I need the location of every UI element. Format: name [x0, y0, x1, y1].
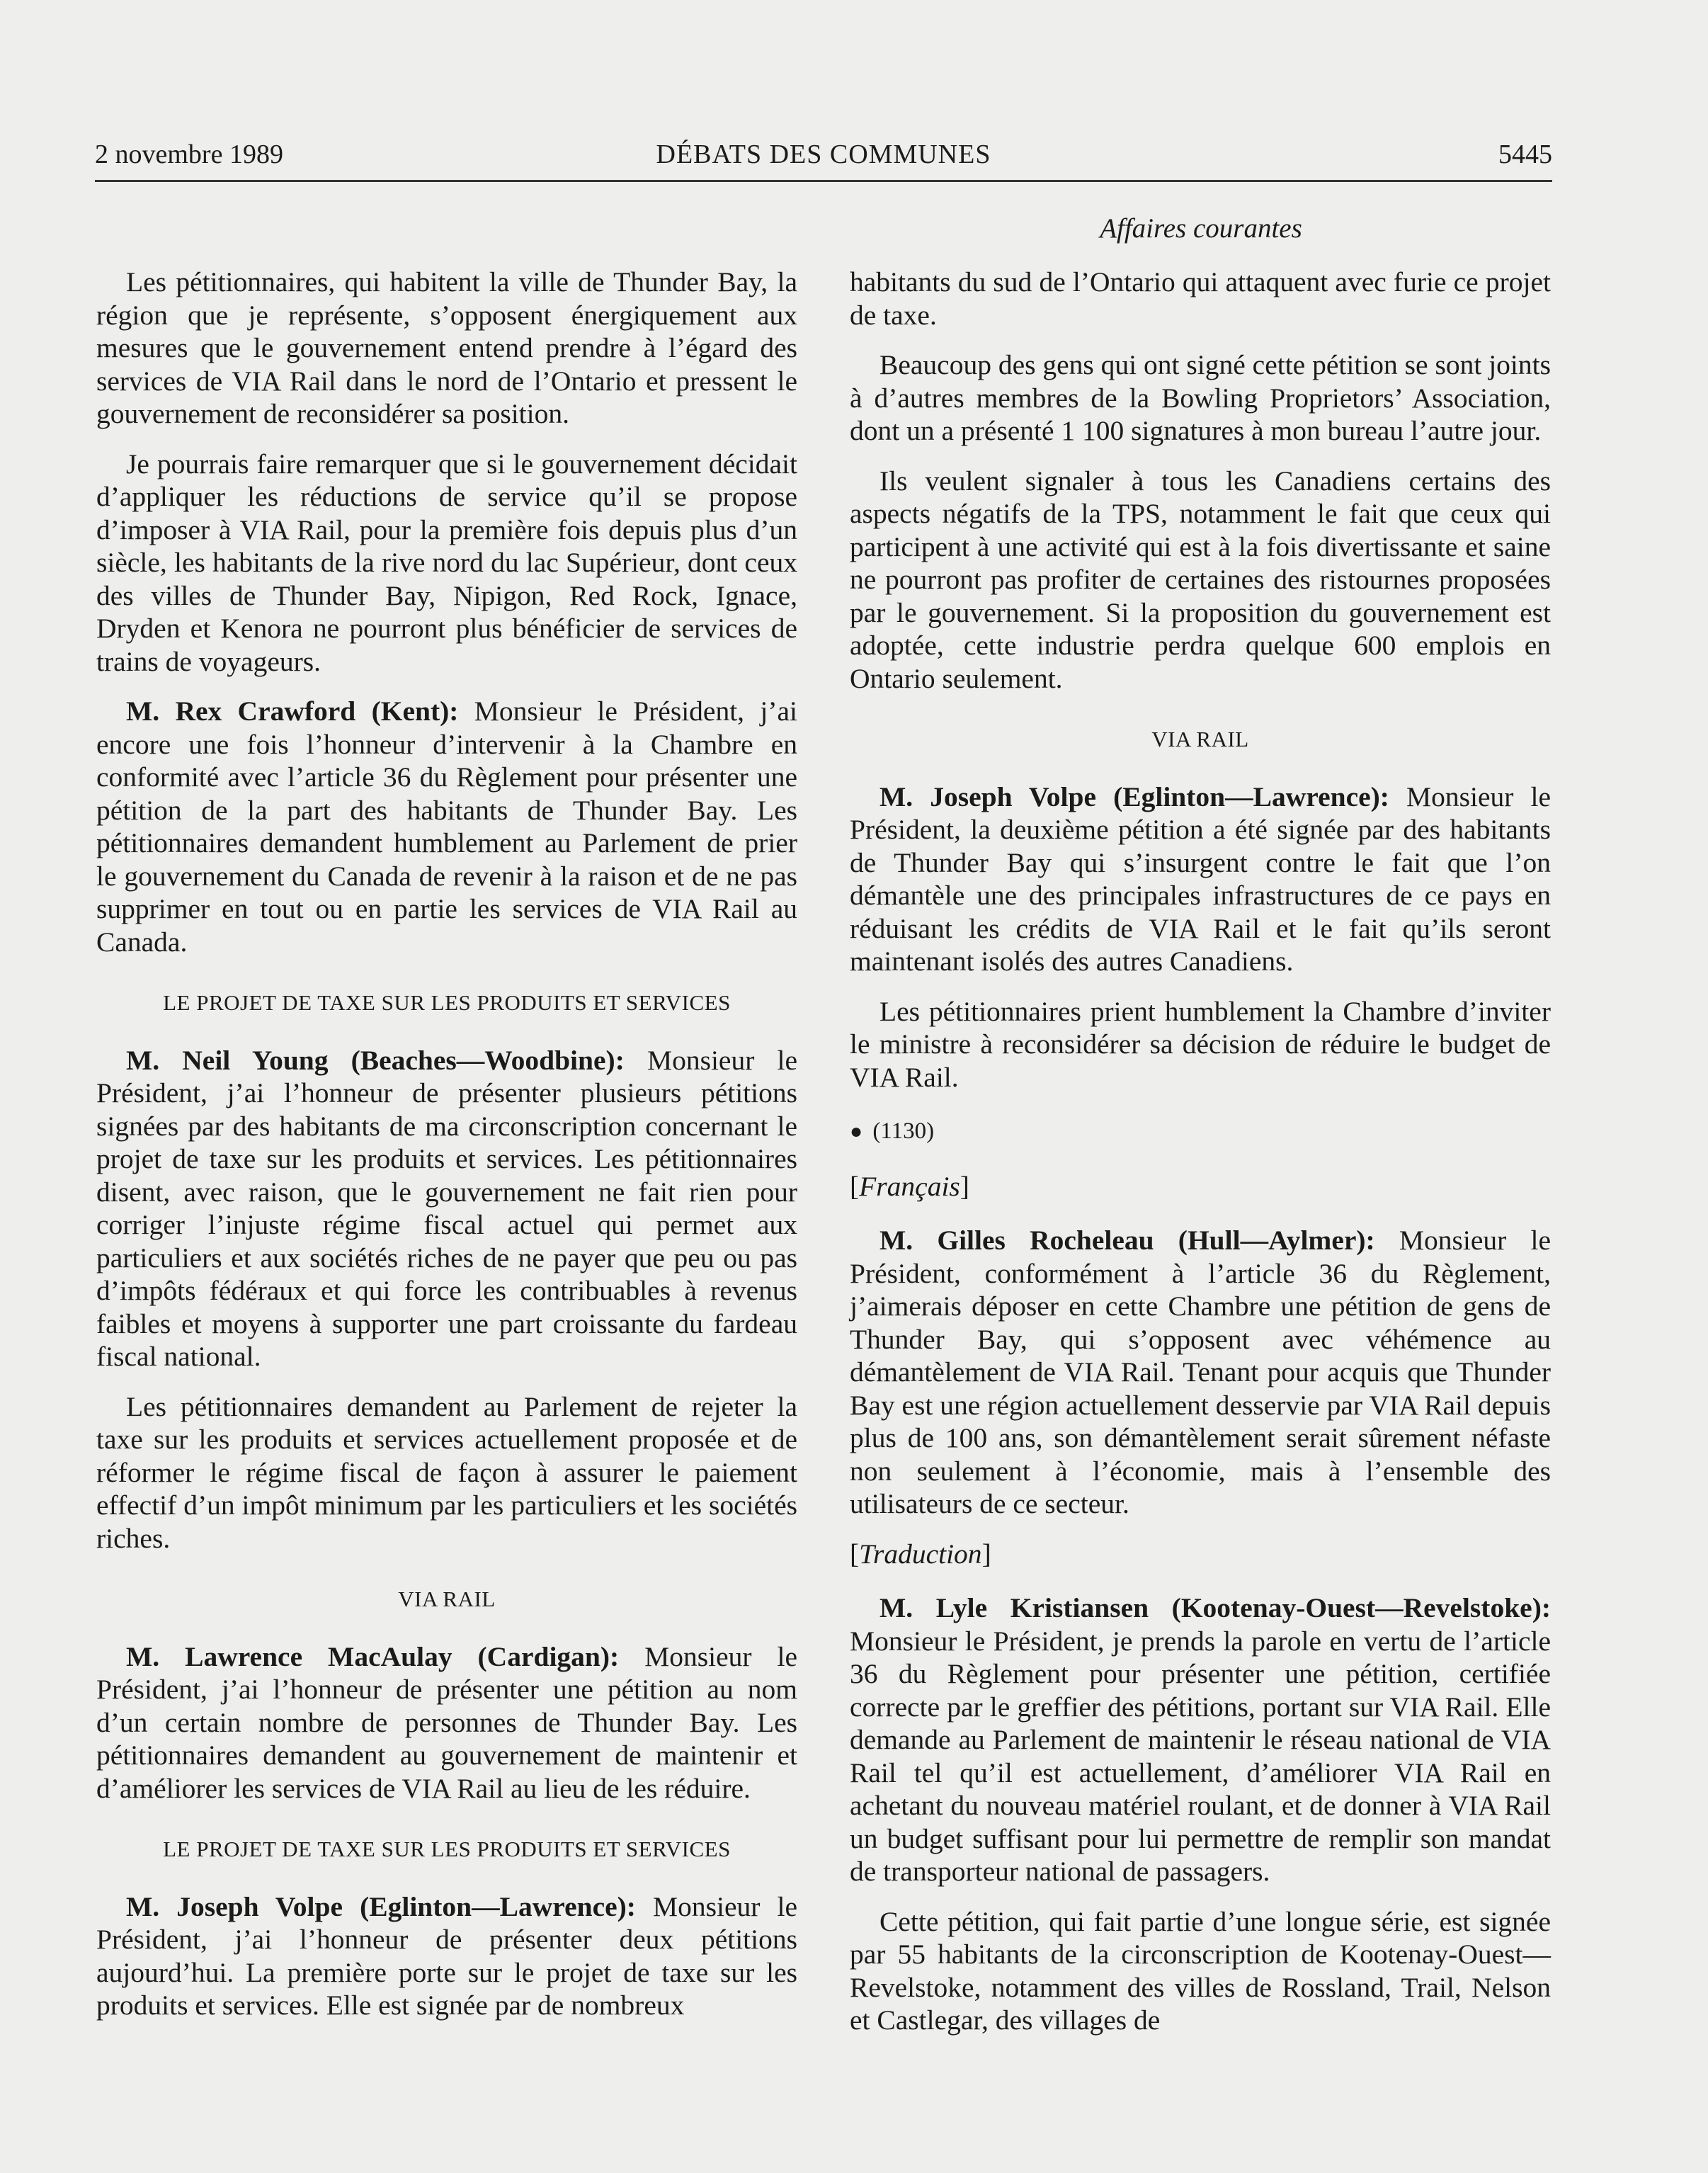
bullet-icon: ●: [850, 1120, 863, 1143]
subheading: LE PROJET DE TAXE SUR LES PRODUITS ET SERVICES: [163, 990, 731, 1015]
speaker-name: M. Lyle Kristiansen (Kootenay-Ouest—Revelstoke):: [879, 1592, 1551, 1623]
subheading: LE PROJET DE TAXE SUR LES PRODUITS ET SERVICES: [163, 1837, 731, 1861]
paragraph: Les pétitionnaires demandent au Parlement de rejeter la taxe sur les produits et services actuellement proposée et de réformer le régime fiscal de façon à assurer le paiement effectif d’un impôt minimum par les particuliers et les sociétés riches.: [96, 1390, 797, 1554]
speech-text: Monsieur le Président, j’ai l’honneur de présenter une pétition au nom d’un certain nombre de personnes de Thunder Bay. Les pétitionnaires demandent au gouvernement de maintenir et d’améliorer les services de VIA Rail au lieu de les réduire.: [96, 1640, 797, 1804]
speech-text: Monsieur le Président, conformément à l’article 36 du Règlement, j’aimerais déposer en cette Chambre une pétition de gens de Thunder Bay, qui s’opposent avec véhémence au démantèlement de VIA Rail. Tenant pour acquis que Thunder Bay est une région actuellement desservie par VIA Rail depuis plus de 100 ans, son démantèlement serait sûrement néfaste non seulement à l’économie, mais à l’ensemble des utilisateurs de ce secteur.: [850, 1225, 1551, 1519]
speaker-name: M. Lawrence MacAulay (Cardigan):: [126, 1640, 620, 1672]
speech-paragraph: [850, 781, 1551, 978]
time-marker: [850, 1115, 1551, 1149]
header-title: DÉBATS DES COMMUNES: [656, 140, 991, 169]
language-label: Traduction: [859, 1538, 982, 1570]
speaker-name: M. Joseph Volpe (Eglinton—Lawrence):: [879, 781, 1389, 812]
speech-text: Monsieur le Président, j’ai l’honneur de présenter deux pétitions aujourd’hui. La première porte sur le projet de taxe sur les produits et services. Elle est signée par de nombreux: [96, 1890, 797, 2021]
speech-text: Monsieur le Président, j’ai encore une fois l’honneur d’intervenir à la Chambre en conformité avec l’article 36 du Règlement pour présenter une pétition de la part des habitants de Thunder Bay. Les pétitionnaires demandent humblement au Parlement de prier le gouvernement du Canada de revenir à la raison et de ne pas supprimer en tout ou en partie les services de VIA Rail au Canada.: [96, 696, 797, 958]
speaker-name: M. Rex Crawford (Kent):: [126, 696, 459, 727]
speech-paragraph: [96, 1640, 797, 1805]
speaker-name: M. Gilles Rocheleau (Hull—Aylmer):: [879, 1225, 1375, 1256]
speech-paragraph: [96, 1044, 797, 1373]
section-label: Affaires courantes: [1100, 213, 1302, 244]
paragraph: Ils veulent signaler à tous les Canadiens certains des aspects négatifs de la TPS, notamment le fait que ceux qui participent à une activité qui est à la fois divertissante et saine ne pourront pas profiter de certaines des ristournes proposées par le gouvernement. Si la proposition du gouvernement est adoptée, cette industrie perdra quelque 600 emplois en Ontario seulement.: [850, 465, 1551, 694]
language-marker: [Traduction]: [850, 1538, 991, 1570]
speaker-name: M. Joseph Volpe (Eglinton—Lawrence):: [126, 1890, 636, 1922]
speech-text: Monsieur le Président, j’ai l’honneur de présenter plusieurs pétitions signées par des habitants de ma circonscription concernant le projet de taxe sur les produits et services. Les pétitionnaires disent, avec raison, que le gouvernement ne fait rien pour corriger l’injuste régime fiscal actuel qui permet aux particuliers et aux sociétés riches de ne payer que peu ou pas d’impôts fédéraux et qui force les contribuables à revenus faibles et moyens à supporter une part croissante du fardeau fiscal national.: [96, 1044, 797, 1372]
speech-paragraph: [96, 695, 797, 958]
time-marker-text: (1130): [872, 1118, 935, 1144]
speech-text: Monsieur le Président, je prends la parole en vertu de l’article 36 du Règlement pour présenter une pétition, certifiée correcte par le greffier des pétitions, portant sur VIA Rail. Elle demande au Parlement de maintenir le réseau national de VIA Rail tel qu’il est actuellement, d’améliorer VIA Rail en achetant du nouveau matériel roulant, et de donner à VIA Rail un budget suffisant pour lui permettre de remplir son mandat de transporteur national de passagers.: [850, 1625, 1551, 1887]
page-header: [95, 135, 1552, 182]
speaker-name: M. Neil Young (Beaches—Woodbine):: [126, 1044, 625, 1076]
subheading: VIA RAIL: [1151, 727, 1249, 751]
paragraph: Les pétitionnaires prient humblement la Chambre d’inviter le ministre à reconsidérer sa décision de réduire le budget de VIA Rail.: [850, 995, 1551, 1093]
header-date: 2 novembre 1989: [95, 140, 283, 169]
subheading: VIA RAIL: [398, 1587, 496, 1611]
speech-paragraph: [96, 1890, 797, 2022]
speech-paragraph: [850, 1224, 1551, 1521]
paragraph: Les pétitionnaires, qui habitent la ville de Thunder Bay, la région que je représente, s’opposent énergiquement aux mesures que le gouvernement entend prendre à l’égard des services de VIA Rail dans le nord de l’Ontario et pressent le gouvernement de reconsidérer sa position.: [96, 266, 797, 429]
speech-text: Monsieur le Président, la deuxième pétition a été signée par des habitants de Thunder Bay qui s’insurgent contre le fait que l’on démantèle une des principales infrastructures de ce pays en réduisant les crédits de VIA Rail et le fait qu’ils seront maintenant isolés des autres Canadiens.: [850, 781, 1551, 977]
page-number: 5445: [1498, 140, 1552, 169]
speech-paragraph: [850, 1592, 1551, 1888]
paragraph: Beaucoup des gens qui ont signé cette pétition se sont joints à d’autres membres de la Bowling Proprietors’ Association, dont un a présenté 1 100 signatures à mon bureau l’autre jour.: [850, 349, 1551, 446]
left-column: [96, 266, 797, 2039]
paragraph: Cette pétition, qui fait partie d’une longue série, est signée par 55 habitants de la circonscription de Kootenay-Ouest—Revelstoke, notamment des villes de Rossland, Trail, Nelson et Castlegar, des villages de: [850, 1905, 1551, 2036]
right-column: [850, 266, 1551, 2054]
paragraph: habitants du sud de l’Ontario qui attaquent avec furie ce projet de taxe.: [850, 266, 1551, 331]
language-marker: [Français]: [850, 1170, 969, 1202]
language-label: Français: [859, 1170, 960, 1202]
paragraph: Je pourrais faire remarquer que si le gouvernement décidait d’appliquer les réductions de service qu’il se propose d’imposer à VIA Rail, pour la première fois depuis plus d’un siècle, les habitants de la rive nord du lac Supérieur, dont ceux des villes de Thunder Bay, Nipigon, Red Rock, Ignace, Dryden et Kenora ne pourront plus bénéficier de services de trains de voyageurs.: [96, 448, 797, 677]
